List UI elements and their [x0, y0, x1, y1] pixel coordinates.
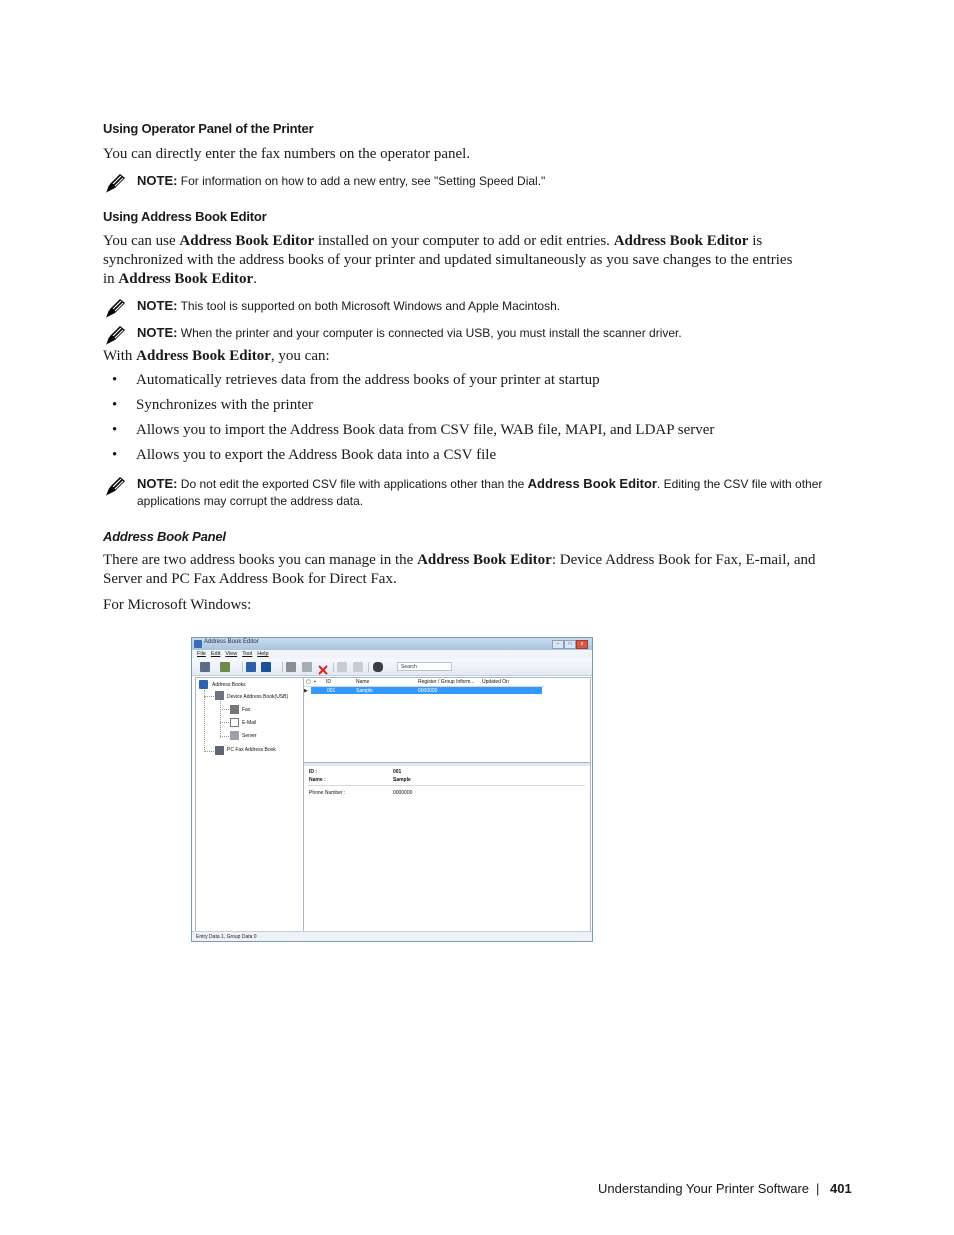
tree-item-device-address-book[interactable]: Device Address Book(USB) — [227, 694, 289, 700]
tree-connector — [204, 751, 214, 752]
bullet-marker: • — [112, 397, 118, 413]
section-heading-address-book-panel: Address Book Panel — [103, 529, 226, 544]
detail-id-label: ID : — [309, 769, 318, 775]
tree-connector — [220, 722, 229, 723]
address-book-editor-window — [191, 637, 593, 942]
status-text: Entry Data 1, Group Data 0 — [196, 934, 257, 940]
address-book-editor-paragraph: You can use Address Book Editor installed on your computer to add or edit entries. Address Book Editor is synchronized with the address books of your printer and updated simultaneously as you save changes to the entries in Address Book Editor. — [103, 233, 793, 287]
entry-list — [303, 677, 591, 763]
status-bar — [192, 931, 592, 942]
toolbar-separator — [333, 662, 334, 672]
menu-view[interactable]: View — [225, 651, 238, 657]
note-pencil-icon — [104, 324, 128, 346]
tree-connector — [220, 736, 229, 737]
note-text: This tool is supported on both Microsoft Windows and Apple Macintosh. — [180, 299, 561, 313]
undo-icon[interactable] — [337, 662, 347, 672]
menu-edit[interactable]: Edit — [210, 651, 221, 657]
menu-help[interactable]: Help — [257, 651, 269, 657]
column-id[interactable]: ID — [326, 679, 331, 685]
server-icon — [230, 731, 239, 740]
column-name[interactable]: Name — [356, 679, 370, 685]
note-label: NOTE: — [137, 476, 178, 491]
detail-band — [304, 763, 590, 766]
detail-phone-value: 0000000 — [393, 790, 413, 796]
page-number: 401 — [830, 1181, 852, 1196]
tree-connector — [220, 709, 229, 710]
tree-item-email[interactable]: E-Mail — [242, 720, 257, 726]
printer-icon — [215, 691, 224, 700]
tree-connector — [220, 701, 221, 738]
list-item: Synchronizes with the printer — [136, 397, 314, 413]
address-book-tree — [195, 677, 304, 932]
new-group-icon[interactable] — [220, 662, 230, 672]
copy-icon[interactable] — [286, 662, 296, 672]
fax-icon — [230, 705, 239, 714]
type-column-icon: ▢ — [306, 679, 311, 685]
new-entry-icon[interactable] — [200, 662, 210, 672]
menu-file[interactable]: File — [197, 651, 206, 657]
row-pointer-icon: ▶ — [304, 688, 308, 694]
footer-separator: | — [816, 1181, 820, 1196]
table-row[interactable] — [304, 687, 542, 694]
tree-item-pc-fax-address-book[interactable]: PC Fax Address Book — [227, 747, 276, 753]
close-button[interactable]: x — [576, 640, 588, 649]
note-pencil-icon — [104, 475, 128, 497]
group-column-icon: ▪ — [314, 679, 316, 685]
search-input[interactable]: Search — [397, 662, 452, 671]
note-pencil-icon — [104, 297, 128, 319]
column-register-info[interactable]: Register / Group Inform... — [418, 679, 475, 685]
app-icon — [194, 640, 202, 648]
menu-tool[interactable]: Tool — [242, 651, 253, 657]
binoculars-icon[interactable] — [373, 662, 383, 672]
address-book-panel-paragraph: There are two address books you can manage in the Address Book Editor: Device Address Book for Fax, E-mail, and Server and PC Fax Address Book for Direct Fax. — [103, 552, 816, 587]
toolbar — [192, 659, 592, 676]
redo-icon[interactable] — [353, 662, 363, 672]
row-id: 001 — [327, 688, 336, 694]
maximize-button[interactable]: □ — [564, 640, 576, 649]
tree-connector — [204, 696, 214, 697]
bullet-marker: • — [112, 447, 118, 463]
operator-panel-paragraph: You can directly enter the fax numbers on the operator panel. — [103, 146, 471, 162]
detail-id-value: 001 — [393, 769, 402, 775]
note-text: For information on how to add a new entry, see "Setting Speed Dial." — [180, 174, 546, 188]
section-heading-address-book-editor: Using Address Book Editor — [103, 209, 267, 224]
footer-section-title: Understanding Your Printer Software — [598, 1181, 810, 1196]
tree-item-server[interactable]: Server — [242, 733, 257, 739]
note-label: NOTE: — [137, 325, 178, 340]
detail-name-label: Name : — [309, 777, 326, 783]
with-editor-intro: With Address Book Editor, you can: — [103, 348, 330, 364]
paste-icon[interactable] — [302, 662, 312, 672]
bullet-marker: • — [112, 372, 118, 388]
column-updated-on[interactable]: Updated On — [482, 679, 509, 685]
tree-item-address-books[interactable]: Address Books — [212, 682, 246, 688]
note-label: NOTE: — [137, 173, 178, 188]
list-header — [304, 678, 544, 687]
toolbar-separator — [282, 662, 283, 672]
open-icon[interactable] — [246, 662, 256, 672]
menu-bar — [192, 650, 592, 659]
save-icon[interactable] — [261, 662, 271, 672]
note-pencil-icon — [104, 172, 128, 194]
list-item: Allows you to import the Address Book data from CSV file, WAB file, MAPI, and LDAP server — [136, 422, 715, 438]
pc-icon — [215, 746, 224, 755]
tree-item-fax[interactable]: Fax — [242, 707, 251, 713]
email-icon — [230, 718, 239, 727]
address-books-icon — [199, 680, 208, 689]
entry-detail — [303, 762, 591, 932]
for-windows-label: For Microsoft Windows: — [103, 597, 252, 613]
toolbar-separator — [242, 662, 243, 672]
tree-connector — [204, 690, 205, 752]
section-heading-operator-panel: Using Operator Panel of the Printer — [103, 121, 314, 136]
bullet-marker: • — [112, 422, 118, 438]
list-item: Allows you to export the Address Book data into a CSV file — [136, 447, 497, 463]
note-label: NOTE: — [137, 298, 178, 313]
detail-phone-label: Phone Number : — [309, 790, 346, 796]
delete-icon[interactable] — [318, 662, 328, 672]
title-bar — [192, 638, 592, 650]
minimize-button[interactable]: – — [552, 640, 564, 649]
detail-divider — [308, 785, 585, 786]
list-item: Automatically retrieves data from the address books of your printer at startup — [136, 372, 600, 388]
detail-name-value: Sample — [393, 777, 411, 783]
row-name: Sample — [356, 688, 373, 694]
note-text: When the printer and your computer is connected via USB, you must install the scanner driver. — [180, 326, 682, 340]
row-info: 0000000 — [418, 688, 438, 694]
toolbar-separator — [368, 662, 369, 672]
window-title: Address Book Editor — [204, 639, 259, 645]
